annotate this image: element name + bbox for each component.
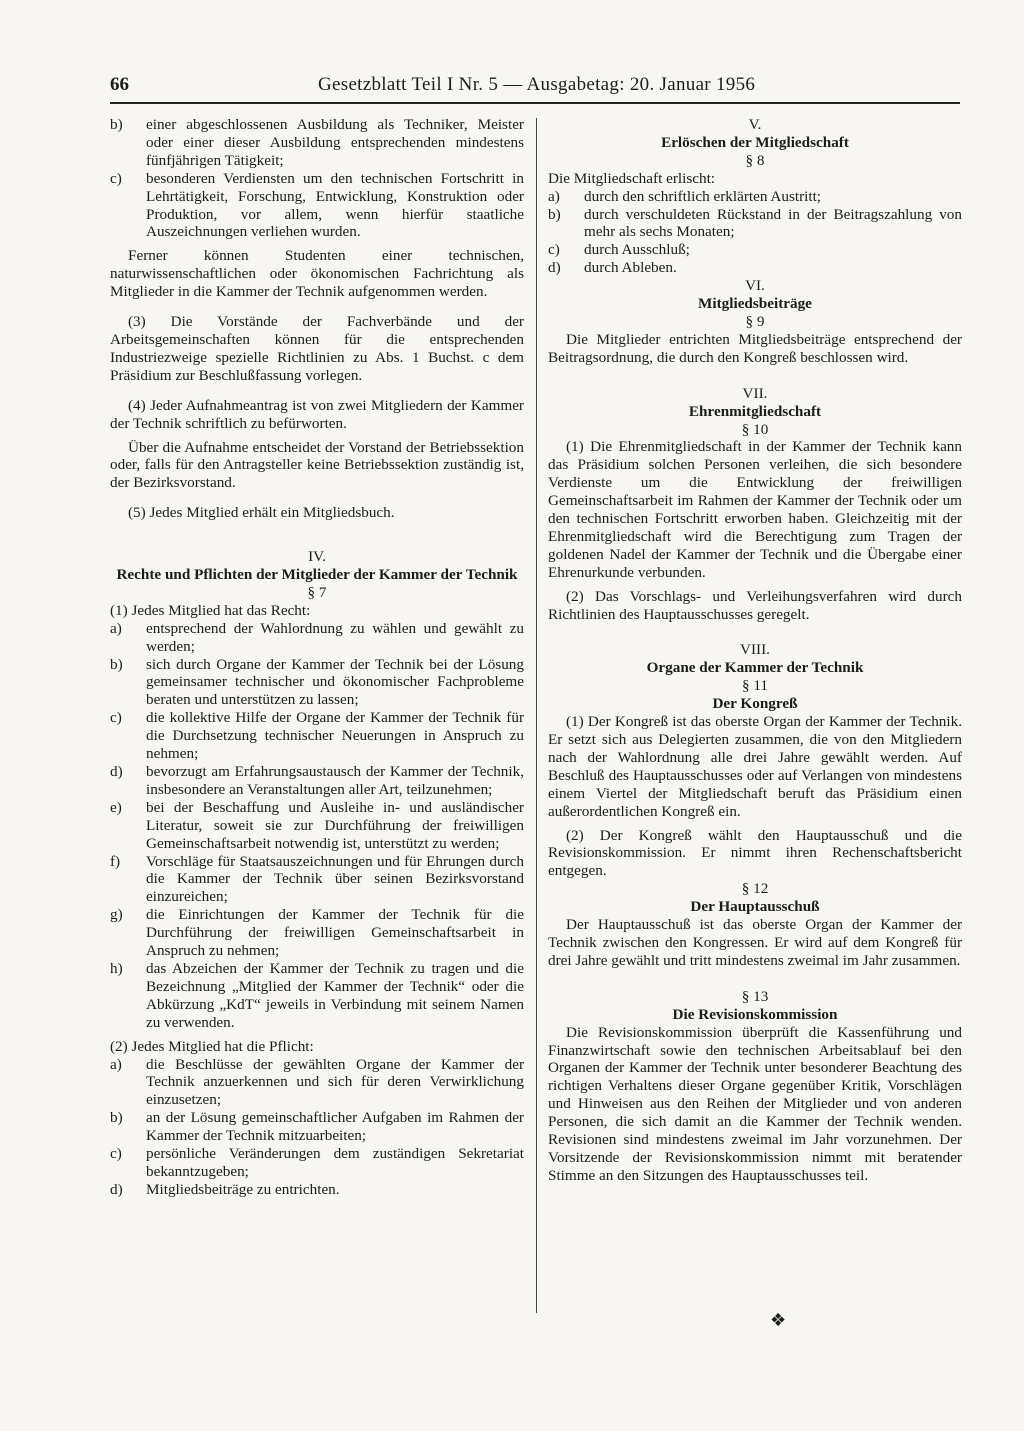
paragraph: Ferner können Studenten einer technischen, naturwissenschaftlichen oder ökonomischen Fachrichtung als Mitglieder in die Kammer der Technik aufgenommen werden. [110,247,524,301]
item-text: bevorzugt am Erfahrungsaustausch der Kammer der Technik, insbesondere an Veranstaltungen aller Art, teilzunehmen; [146,763,524,798]
item-text: die Einrichtungen der Kammer der Technik für die Durchführung der freiwilligen Gemeinschaftsarbeit in Anspruch zu nehmen; [146,906,524,960]
section-number: V. [748,116,762,133]
right-column [548,116,962,1185]
paragraph-sign: § 11 [741,677,768,695]
list-item [110,763,524,799]
paragraph: (4) Jeder Aufnahmeantrag ist von zwei Mitgliedern der Kammer der Technik schriftlich zu befürworten. [110,396,524,432]
item-marker: d) [548,259,561,277]
item-marker: h) [110,959,123,977]
item-text: entsprechend der Wahlordnung zu wählen und gewählt zu werden; [146,619,524,655]
item-text: das Abzeichen der Kammer der Technik zu tragen und die Bezeichnung „Mitglied der Kammer der Technik“ oder die Abkürzung „KdT“ jeweils in Verbindung mit seinem Namen zu verwenden. [146,959,524,1031]
running-title: Gesetzblatt Teil I Nr. 5 — Ausgabetag: 20. Januar 1956 [318,74,756,95]
item-marker: f) [110,852,121,870]
paragraph: (5) Jedes Mitglied erhält ein Mitgliedsbuch. [128,504,395,522]
list-item [548,259,962,277]
item-marker: d) [110,1180,123,1198]
item-marker: c) [110,169,122,187]
list-item [110,116,524,170]
item-marker: b) [548,205,561,223]
section-number: VI. [745,277,765,295]
item-text: die Beschlüsse der gewählten Organe der Kammer der Technik anzuerkennen und sich für deren Verwirklichung einzusetzen; [146,1055,524,1109]
list-item [548,188,962,206]
list-item [110,1056,524,1110]
paragraph: (2) Der Kongreß wählt den Hauptausschuß und die Revisionskommission. Er nimmt ihren Rechenschaftsbericht entgegen. [548,826,962,880]
left-column [110,116,524,1199]
paragraph: (2) Jedes Mitglied hat die Pflicht: [110,1037,314,1055]
item-marker: a) [548,187,560,205]
paragraph: Der Hauptausschuß ist das oberste Organ der Kammer der Technik zwischen den Kongressen. Er wird auf dem Kongreß für drei Jahre gewählt und tritt mindestens zweimal im Jahr zusammen. [548,916,962,969]
item-marker: b) [110,1109,123,1127]
item-marker: e) [110,798,122,816]
list-item [548,206,962,242]
item-text: Mitgliedsbeiträge zu entrichten. [146,1180,340,1198]
item-marker: b) [110,116,123,133]
section-title: Rechte und Pflichten der Mitglieder der Kammer der Technik [116,566,518,584]
item-text: die kollektive Hilfe der Organe der Kammer der Technik für die Durchsetzung technischer Neuerungen in Anspruch zu nehmen; [146,709,524,763]
list-item [110,1109,524,1145]
item-text: durch verschuldeten Rückstand in der Beitragszahlung von mehr als sechs Monaten; [584,205,962,241]
paragraph-title: Der Hauptausschuß [690,898,820,916]
section-title: Ehrenmitgliedschaft [688,402,822,420]
list-item [110,1181,524,1199]
list-item [110,1145,524,1181]
paragraph-title: Der Kongreß [712,695,798,713]
paragraph-title: Die Revisionskommission [672,1005,838,1023]
item-text: durch den schriftlich erklärten Austritt; [584,187,822,205]
list-item [110,906,524,960]
item-text: durch Ableben. [584,259,677,277]
paragraph: (1) Die Ehrenmitgliedschaft in der Kammer der Technik kann das Präsidium solchen Personen verleihen, die sich besondere Verdienste um die Entwicklung der freiwilligen Gemeinschaftsarbeit im Rahmen der Kammer der Technik oder um den technischen Fortschritt erworben haben. Gleichzeitig mit der Ehrenmitgliedschaft wird die Berechtigung zum Tragen der goldenen Nadel der Kammer der Technik und die Übergabe einer Ehrenurkunde verbunden. [548,438,962,581]
item-text: bei der Beschaffung und Ausleihe in- und ausländischer Literatur, soweit sie zur Durchführung der freiwilligen Gemeinschaftsarbeit notwendig ist, unterstützt zu werden; [146,798,524,852]
paragraph: (2) Das Vorschlags- und Verleihungsverfahren wird durch Richtlinien des Hauptausschusses geregelt. [548,587,962,623]
paragraph: (1) Jedes Mitglied hat das Recht: [110,601,311,619]
paragraph: Die Mitglieder entrichten Mitgliedsbeiträge entsprechend der Beitragsordnung, die durch den Kongreß beschlossen wird. [548,330,962,366]
item-marker: g) [110,906,123,924]
paragraph-sign: § 7 [307,583,327,601]
section-title: Organe der Kammer der Technik [646,659,864,677]
item-text: einer abgeschlossenen Ausbildung als Techniker, Meister oder einer dieser Ausbildung entsprechenden mindestens fünfjährigen Tätigkeit; [146,116,524,169]
paragraph-sign: § 10 [741,420,769,438]
column-divider [536,118,537,1313]
paragraph-sign: § 9 [745,312,765,330]
section-title: Mitgliedsbeiträge [698,295,812,313]
item-marker: a) [110,619,122,637]
item-marker: c) [548,241,560,259]
item-marker: c) [110,1145,122,1163]
list-item [548,241,962,259]
paragraph-sign: § 13 [741,987,769,1005]
list-item [110,799,524,853]
section-number: VIII. [740,641,770,659]
item-marker: a) [110,1055,122,1073]
paragraph: (1) Der Kongreß ist das oberste Organ der Kammer der Technik. Er setzt sich aus Delegierten zusammen, die von den Mitgliedern nach der Wahlordnung alle drei Jahre gewählt werden. Auf Beschluß des Hauptausschusses oder auf Verlangen von mindestens einem Viertel der Mitgliedschaft beruft das Präsidium einen außerordentlichen Kongreß ein. [548,713,962,820]
section-number: IV. [308,548,326,566]
item-text: persönliche Veränderungen dem zuständigen Sekretariat bekanntzugeben; [146,1145,524,1180]
item-text: besonderen Verdiensten um den technischen Fortschritt in Lehrtätigkeit, Forschung, Entwicklung, Konstruktion oder Produktion, vor allem, wenn hierfür staatliche Auszeichnungen verliehen wurden. [146,169,524,241]
paragraph-sign: § 12 [741,880,769,898]
list-item [110,853,524,907]
item-text: durch Ausschluß; [584,241,690,259]
item-text: an der Lösung gemeinschaftlicher Aufgaben im Rahmen der Kammer der Technik mitzuarbeiten; [146,1109,524,1145]
item-text: sich durch Organe der Kammer der Technik bei der Lösung gemeinsamer technischer und ökonomischer Fachprobleme beraten und unterstützen zu lassen; [146,655,524,709]
page-number: 66 [110,74,129,95]
item-marker: b) [110,655,123,673]
section-title: Erlöschen der Mitgliedschaft [661,133,849,151]
list-item [110,656,524,710]
paragraph: Die Mitgliedschaft erlischt: [548,169,716,187]
paragraph: Über die Aufnahme entscheidet der Vorstand der Betriebssektion oder, falls für den Antragsteller keine Betriebssektion zuständig ist, der Bezirksvorstand. [110,438,524,492]
item-marker: d) [110,763,123,780]
page-header [110,74,960,104]
paragraph: (3) Die Vorstände der Fachverbände und der Arbeitsgemeinschaften können für die entsprechenden Industriezweige spezielle Richtlinien zu Abs. 1 Buchst. c dem Präsidium zur Beschlußfassung vorlegen. [110,313,524,384]
list-item [110,960,524,1032]
list-item [110,620,524,656]
end-ornament-icon: ❖ [770,1310,787,1330]
list-item [110,170,524,242]
item-text: Vorschläge für Staatsauszeichnungen und für Ehrungen durch die Kammer der Technik über seinen Bezirksvorstand einzureichen; [146,852,524,906]
item-marker: c) [110,709,122,727]
list-item [110,709,524,763]
paragraph: Die Revisionskommission überprüft die Kassenführung und Finanzwirtschaft sowie den technischen Arbeitsablauf bei den Organen der Kammer der Technik unter besonderer Beachtung des richtigen Verhaltens dieser Organe gegenüber Kritik, Vorschlägen und Hinweisen aus den Reihen der Mitglieder und von anderen Personen, die sich damit an die Kammer der Technik wenden. Revisionen sind mindestens zweimal im Jahr vorzunehmen. Der Vorsitzende der Revisionskommission nimmt mit beratender Stimme an den Sitzungen des Hauptausschusses teil. [548,1023,962,1184]
paragraph-sign: § 8 [745,151,765,169]
section-number: VII. [742,384,768,402]
